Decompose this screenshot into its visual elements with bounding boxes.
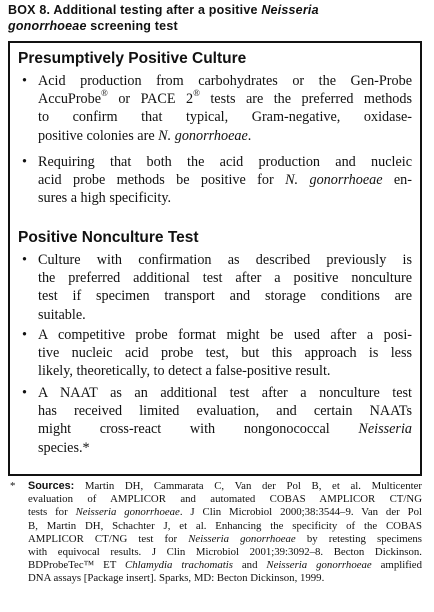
bullet-text-line: Requiring that both the acid production and nucleic	[38, 154, 412, 170]
title-organism-species: gonorrhoeae	[8, 19, 87, 33]
bullet-text-line: AccuProbe® or PACE 2® tests are the preferred methods	[38, 88, 412, 108]
title-suffix: screening test	[86, 19, 178, 33]
bullet-text-line: acid probe methods be positive for N. gonorrhoeae en-	[38, 172, 413, 189]
bullet-text-line: the preferred additional test after a positive nonculture	[38, 270, 412, 287]
bullet-text-line: species.*	[38, 439, 90, 456]
sources-line: tests for Neisseria gonorrhoeae. J Clin Microbiol 2000;38:3544–9. Van der Pol	[28, 506, 422, 519]
title-organism: Neisseria	[261, 3, 319, 17]
bullet-text-line: might cross-react with nongonococcal Neisseria	[38, 421, 412, 438]
title-prefix: BOX 8. Additional testing after a positive	[8, 3, 262, 17]
sources-line: DNA assays [Package insert]. Sparks, MD: Becton Dickinson, 1999.	[28, 572, 325, 585]
nonculture-bullet-1	[22, 251, 412, 324]
sources-line: BDProbeTec™ ET Chlamydia trachomatis and Neisseria gonorrhoeae amplified	[28, 559, 423, 572]
nonculture-bullet-3	[22, 384, 412, 457]
sources-line: B, Martin DH, Schachter J, et al. Enhancing the specificity of the COBAS	[28, 519, 422, 532]
bullet-text-line: has received limited evaluation, and certain NAATs	[38, 403, 412, 420]
sources-line: with equivocal results. J Clin Microbiol 2001;39:3092–8. Becton Dickinson.	[28, 546, 422, 559]
sources-line: AMPLICOR CT/NG test for Neisseria gonorrhoeae by retesting specimens	[28, 532, 422, 545]
bullet-text-line: A competitive probe format might be used after a posi-	[38, 327, 412, 343]
bullet-text-line: Acid production from carbohydrates or the Gen-Probe	[38, 73, 412, 89]
bullet-text-line: sures a high specificity.	[38, 190, 172, 207]
bullet-dot: •	[22, 154, 27, 170]
box-title	[8, 2, 428, 34]
sources-line: Sources: Martin DH, Cammarata C, Van der Pol B, et al. Multicenter	[28, 480, 422, 492]
bullet-text-line: to confirm that typical, Gram-negative, oxidase-	[38, 109, 412, 126]
section-heading-nonculture: Positive Nonculture Test	[18, 229, 199, 246]
section-heading-culture: Presumptively Positive Culture	[18, 50, 247, 67]
nonculture-bullet-2	[22, 326, 412, 381]
bullet-text-line: A NAAT as an additional test after a nonculture test	[38, 385, 412, 401]
bullet-text-line: positive colonies are N. gonorrhoeae.	[38, 127, 252, 144]
bullet-text-line: test if specimen transport and storage conditions are	[38, 288, 412, 305]
footnote-star: *	[10, 480, 16, 492]
culture-bullet-1	[22, 72, 412, 145]
sources-label: Sources:	[28, 480, 75, 492]
sources-footnote	[8, 480, 422, 586]
bullet-text-line: suitable.	[38, 306, 86, 323]
bullet-dot: •	[22, 73, 27, 89]
bullet-dot: •	[22, 385, 27, 401]
bullet-dot: •	[22, 327, 27, 343]
bullet-text-line: tive nucleic acid probe test, but this approach is less	[38, 345, 412, 362]
culture-bullet-2	[22, 153, 412, 208]
sources-line: evaluation of AMPLICOR and automated COBAS AMPLICOR CT/NG	[28, 493, 422, 506]
bullet-dot: •	[22, 252, 27, 268]
bullet-text-line: likely, theoretically, to detect a false-positive result.	[38, 363, 331, 380]
bullet-text-line: Culture with confirmation as described previously is	[38, 252, 412, 268]
